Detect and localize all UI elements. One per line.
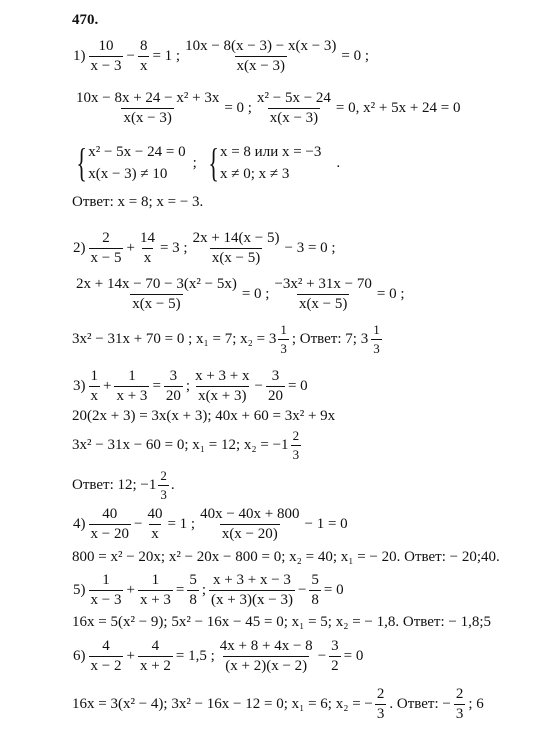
p3-line3 — [72, 428, 303, 463]
equation: 800 = x² − 20x; x² − 20x − 800 = 0; x₂ = 40; x₁ = − 20. Ответ: − 20;40. — [72, 549, 500, 565]
p1-line1 — [72, 38, 370, 75]
fraction — [198, 506, 301, 543]
denominator: x(x − 5) — [132, 296, 181, 312]
p6-line2 — [72, 686, 485, 723]
p4-line1 — [72, 506, 349, 543]
item-number: 6) — [73, 648, 86, 664]
denominator: x — [90, 388, 98, 404]
fraction — [138, 572, 173, 609]
brace-icon: { — [208, 140, 219, 185]
operator: + — [126, 240, 135, 256]
fraction — [74, 90, 221, 127]
denominator: x(x − 3) — [236, 58, 285, 74]
denominator: 3 — [455, 706, 464, 722]
equation: 3x² − 31x + 70 = 0 ; x₁ = 7; x₂ = 3 — [72, 331, 277, 347]
denominator: x(x − 5) — [298, 296, 348, 312]
numerator: 5 — [189, 572, 197, 588]
fraction — [114, 368, 149, 405]
brace-icon: { — [76, 140, 87, 185]
item-number: 5) — [73, 582, 86, 598]
system — [204, 141, 322, 185]
numerator: 10x − 8(x − 3) − x(x − 3) — [185, 38, 337, 54]
numerator: 1 — [128, 368, 136, 384]
answer: ; Ответ: 7; 3 — [291, 331, 369, 347]
p5-line1 — [72, 572, 345, 609]
fraction — [89, 38, 124, 75]
system-line: x(x − 3) ≠ 10 — [88, 166, 168, 182]
numerator: 1 — [373, 322, 380, 337]
system-line: x ≠ 0; x ≠ 3 — [219, 166, 290, 182]
fraction — [309, 572, 321, 609]
denominator: 8 — [189, 592, 197, 608]
fraction — [89, 368, 101, 405]
fraction — [191, 230, 282, 267]
operator: − — [133, 516, 143, 532]
numerator: 1 — [280, 322, 287, 337]
denominator: x − 2 — [90, 658, 122, 674]
fraction — [138, 638, 173, 675]
answer: Ответ: 12; −1 — [72, 477, 157, 493]
p2-line1 — [72, 230, 337, 267]
equation: = 0, x² + 5x + 24 = 0 — [335, 100, 461, 116]
answer: ; 6 — [468, 696, 484, 712]
fraction — [193, 368, 251, 405]
denominator: 20 — [165, 388, 181, 404]
numerator: x + 3 + x — [195, 368, 250, 384]
fraction — [291, 428, 302, 463]
equation: 3x² − 31x − 60 = 0; x₁ = 12; x₂ = −1 — [72, 437, 289, 453]
denominator: x — [151, 526, 159, 542]
numerator: −3x² + 31x − 70 — [274, 276, 372, 292]
fraction — [278, 322, 289, 357]
equals: = 1 ; — [167, 516, 196, 532]
equals: = — [152, 378, 161, 394]
p1-line2 — [72, 90, 462, 127]
operator: − — [317, 648, 327, 664]
numerator: 1 — [151, 572, 160, 588]
equation: − 3 = 0 ; — [284, 240, 336, 256]
denominator: x — [143, 250, 152, 266]
numerator: 2 — [102, 230, 110, 246]
fraction — [454, 686, 466, 723]
numerator: 10 — [98, 38, 114, 54]
period: . — [336, 154, 341, 171]
fraction — [255, 90, 333, 127]
denominator: 3 — [376, 706, 385, 722]
denominator: 3 — [292, 447, 300, 462]
numerator: 2x + 14x − 70 − 3(x² − 5x) — [76, 276, 237, 292]
fraction — [183, 38, 338, 75]
denominator: x − 3 — [90, 58, 122, 74]
denominator: (x + 2)(x − 2) — [225, 658, 308, 674]
separator: ; — [185, 378, 191, 394]
equals: = 0 ; — [241, 286, 270, 302]
denominator: x(x − 3) — [123, 110, 172, 126]
numerator: 1 — [90, 368, 98, 384]
equals: = 0 — [343, 648, 364, 664]
denominator: x + 2 — [139, 658, 171, 674]
fraction — [272, 276, 373, 313]
p6-line1 — [72, 638, 364, 675]
p2-line3 — [72, 322, 384, 357]
denominator: x — [139, 58, 148, 74]
numerator: 14 — [139, 230, 155, 246]
denominator: (x + 3)(x − 3) — [211, 592, 293, 608]
equals: = 3 ; — [159, 240, 188, 256]
fraction — [74, 276, 239, 313]
denominator: x − 20 — [90, 526, 129, 542]
system — [72, 141, 186, 185]
equals: = 0 — [287, 378, 308, 394]
fraction — [375, 686, 387, 723]
fraction — [89, 638, 124, 675]
denominator: x(x − 3) — [269, 110, 319, 126]
denominator: 2 — [331, 658, 339, 674]
numerator: 4 — [102, 638, 110, 654]
item-number: 4) — [73, 516, 86, 532]
numerator: 2 — [160, 468, 167, 483]
item-number: 2) — [73, 240, 86, 256]
operator: − — [297, 582, 307, 598]
item-number: 1) — [73, 48, 86, 64]
answer: . Ответ: − — [389, 696, 451, 712]
numerator: 40 — [147, 506, 163, 522]
numerator: 3 — [169, 368, 178, 384]
fraction — [138, 230, 157, 267]
fraction — [329, 638, 341, 675]
equals: = 1,5 ; — [175, 648, 215, 664]
equation: 16x = 5(x² − 9); 5x² − 16x − 45 = 0; x₁ = 5; x₂ = − 1,8. Ответ: − 1,8;5 — [72, 614, 492, 630]
system-line: x = 8 или x = −3 — [219, 144, 322, 160]
fraction — [89, 230, 124, 267]
numerator: 40x − 40x + 800 — [200, 506, 300, 522]
equals: = 0 ; — [224, 100, 252, 116]
numerator: 2 — [455, 686, 464, 702]
fraction — [218, 638, 315, 675]
fraction — [187, 572, 199, 609]
denominator: 3 — [373, 341, 380, 356]
denominator: 3 — [160, 487, 167, 502]
denominator: x(x + 3) — [198, 388, 247, 404]
equals: = 0 ; — [376, 286, 405, 302]
equals: = — [175, 582, 185, 598]
fraction — [209, 572, 295, 609]
separator: ; — [201, 582, 207, 598]
equals: = 0 ; — [341, 48, 370, 64]
denominator: x − 5 — [90, 250, 122, 266]
p1-answer — [72, 194, 203, 211]
equals: = 1 ; — [152, 48, 181, 64]
item-number: 3) — [73, 378, 86, 394]
separator: ; — [192, 154, 197, 171]
p2-line2 — [72, 276, 406, 313]
p3-line2 — [72, 408, 335, 425]
system-line: x² − 5x − 24 = 0 — [88, 144, 186, 160]
numerator: 5 — [311, 572, 319, 588]
operator: − — [126, 48, 135, 64]
denominator: 20 — [267, 388, 283, 404]
operator: + — [126, 648, 135, 664]
operator: − — [254, 378, 263, 394]
numerator: x² − 5x − 24 — [256, 90, 331, 106]
p1-systems — [72, 141, 341, 185]
denominator: x + 3 — [116, 388, 148, 404]
denominator: x + 3 — [139, 592, 171, 608]
denominator: x(x − 20) — [221, 526, 278, 542]
equals: = 0 — [323, 582, 344, 598]
equation: 16x = 3(x² − 4); 3x² − 16x − 12 = 0; x₁ = 6; x₂ = − — [72, 696, 373, 712]
operator: + — [103, 378, 112, 394]
answer: Ответ: x = 8; x = − 3. — [72, 194, 204, 210]
fraction — [371, 322, 382, 357]
numerator: 10x − 8x + 24 − x² + 3x — [76, 90, 220, 106]
fraction — [145, 506, 164, 543]
numerator: 3 — [271, 368, 280, 384]
numerator: x + 3 + x − 3 — [213, 572, 291, 588]
problem-number — [72, 12, 98, 29]
p4-line2 — [72, 549, 500, 566]
numerator: 40 — [102, 506, 118, 522]
numerator: 4x + 8 + 4x − 8 — [219, 638, 313, 654]
numerator: 2 — [376, 686, 385, 702]
p3-line1 — [72, 368, 309, 405]
numerator: 3 — [331, 638, 339, 654]
fraction — [266, 368, 285, 405]
numerator: 4 — [151, 638, 160, 654]
problem-label: 470. — [72, 12, 99, 28]
operator: + — [126, 582, 135, 598]
denominator: x − 3 — [90, 592, 122, 608]
numerator: 1 — [102, 572, 110, 588]
fraction — [89, 506, 131, 543]
fraction — [89, 572, 124, 609]
equation: 20(2x + 3) = 3x(x + 3); 40x + 60 = 3x² + 9x — [72, 408, 336, 424]
p3-answer — [72, 468, 175, 503]
fraction — [138, 38, 150, 75]
denominator: 3 — [280, 341, 287, 356]
equation: − 1 = 0 — [304, 516, 348, 532]
numerator: 2 — [292, 428, 300, 443]
period: . — [170, 477, 175, 493]
numerator: 8 — [139, 38, 148, 54]
fraction — [164, 368, 183, 405]
denominator: 8 — [311, 592, 319, 608]
denominator: x(x − 5) — [211, 250, 261, 266]
fraction — [158, 468, 169, 503]
p5-line2 — [72, 614, 491, 631]
numerator: 2x + 14(x − 5) — [192, 230, 280, 246]
